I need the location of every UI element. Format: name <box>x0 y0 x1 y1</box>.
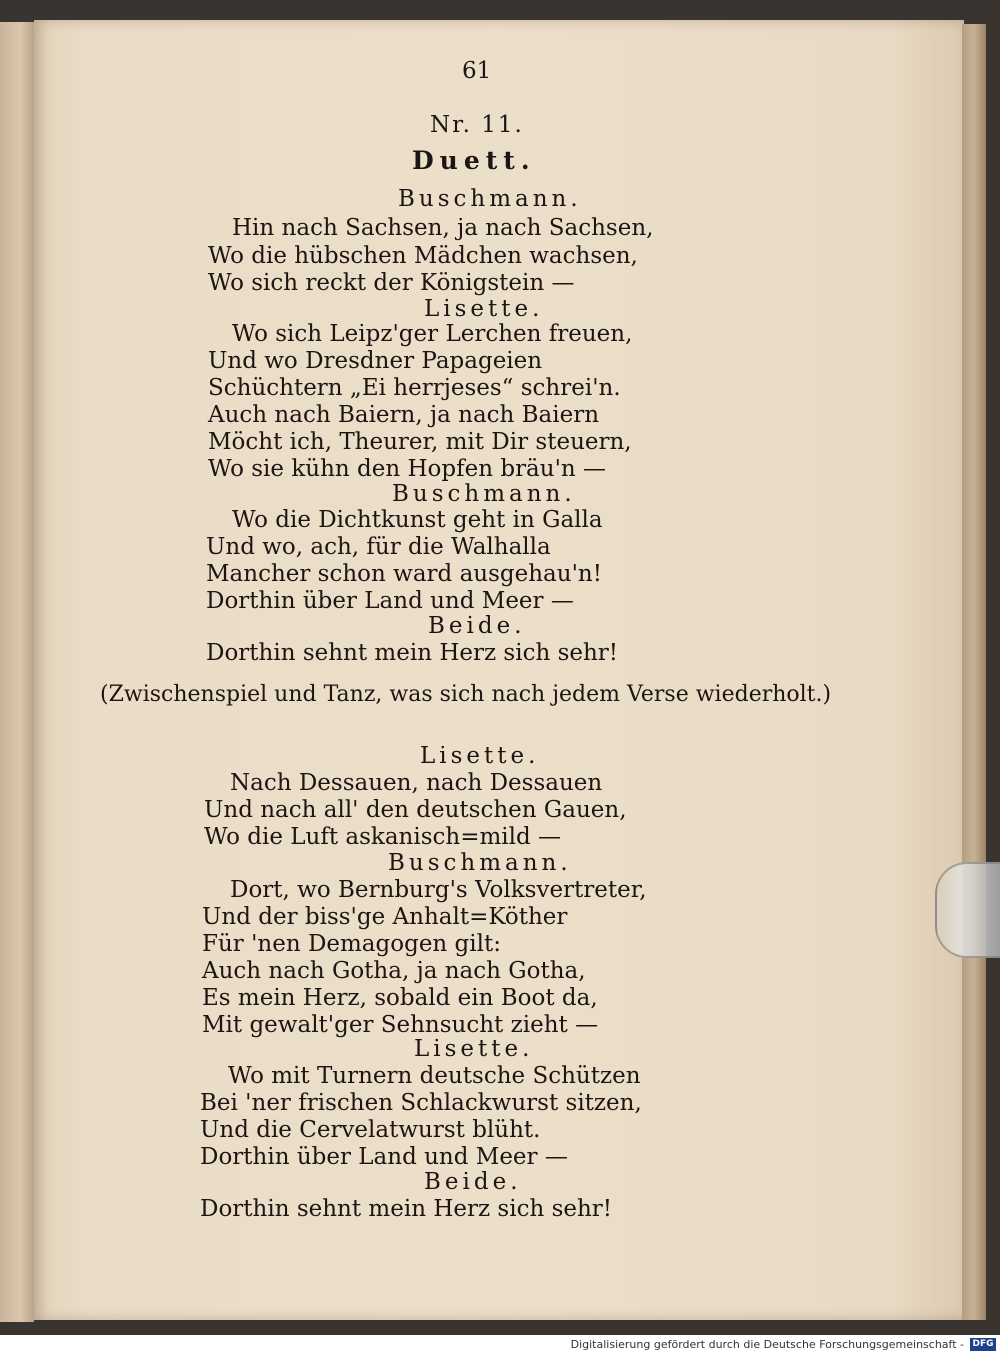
number-heading: Nr. 11. <box>430 112 524 138</box>
footer-bar <box>0 1335 1000 1354</box>
verse-line: Mancher schon ward ausgehau'n! <box>206 561 602 587</box>
verse-line: Auch nach Gotha, ja nach Gotha, <box>202 958 586 984</box>
page-title: Duett. <box>412 146 536 175</box>
verse-line: Dorthin sehnt mein Herz sich sehr! <box>206 640 619 666</box>
right-page-edge <box>962 24 986 1320</box>
speaker-label: Buschmann. <box>398 186 582 212</box>
verse-line: Und wo Dresdner Papageien <box>208 348 543 374</box>
speaker-label: Lisette. <box>424 296 544 322</box>
verse-line: Und nach all' den deutschen Gauen, <box>204 797 627 823</box>
page-number: 61 <box>462 58 492 84</box>
verse-line: Wo sich reckt der Königstein — <box>208 270 575 296</box>
verse-line: Möcht ich, Theurer, mit Dir steuern, <box>208 429 632 455</box>
verse-line: Und wo, ach, für die Walhalla <box>206 534 551 560</box>
speaker-label: Beide. <box>424 1169 522 1195</box>
verse-line: Wo sich Leipz'ger Lerchen freuen, <box>232 321 633 347</box>
stage-direction: (Zwischenspiel und Tanz, was sich nach jedem Verse wiederholt.) <box>100 682 832 707</box>
verse-line: Wo die Luft askanisch=mild — <box>204 824 562 850</box>
page-clip <box>935 862 1000 958</box>
verse-line: Dorthin über Land und Meer — <box>200 1144 568 1170</box>
verse-line: Und der biss'ge Anhalt=Köther <box>202 904 568 930</box>
speaker-label: Lisette. <box>420 743 540 769</box>
verse-line: Schüchtern „Ei herrjeses“ schrei'n. <box>208 375 621 401</box>
verse-line: Hin nach Sachsen, ja nach Sachsen, <box>232 215 654 241</box>
verse-line: Auch nach Baiern, ja nach Baiern <box>208 402 600 428</box>
verse-line: Wo sie kühn den Hopfen bräu'n — <box>208 456 607 482</box>
verse-line: Wo die hübschen Mädchen wachsen, <box>208 243 638 269</box>
speaker-label: Buschmann. <box>388 850 572 876</box>
verse-line: Dorthin über Land und Meer — <box>206 588 574 614</box>
verse-line: Bei 'ner frischen Schlackwurst sitzen, <box>200 1090 642 1116</box>
speaker-label: Beide. <box>428 613 526 639</box>
speaker-label: Lisette. <box>414 1036 534 1062</box>
verse-line: Für 'nen Demagogen gilt: <box>202 931 501 957</box>
left-page-edge <box>0 22 34 1322</box>
verse-line: Und die Cervelatwurst blüht. <box>200 1117 541 1143</box>
verse-line: Wo die Dichtkunst geht in Galla <box>232 507 603 533</box>
verse-line: Wo mit Turnern deutsche Schützen <box>228 1063 641 1089</box>
verse-line: Dort, wo Bernburg's Volksvertreter, <box>230 877 647 903</box>
speaker-label: Buschmann. <box>392 481 576 507</box>
verse-line: Mit gewalt'ger Sehnsucht zieht — <box>202 1012 599 1038</box>
dfg-logo-icon: DFG <box>970 1338 996 1351</box>
footer-credit: Digitalisierung gefördert durch die Deutsche Forschungsgemeinschaft - <box>570 1338 964 1351</box>
verse-line: Dorthin sehnt mein Herz sich sehr! <box>200 1196 613 1222</box>
verse-line: Nach Dessauen, nach Dessauen <box>230 770 603 796</box>
verse-line: Es mein Herz, sobald ein Boot da, <box>202 985 598 1011</box>
